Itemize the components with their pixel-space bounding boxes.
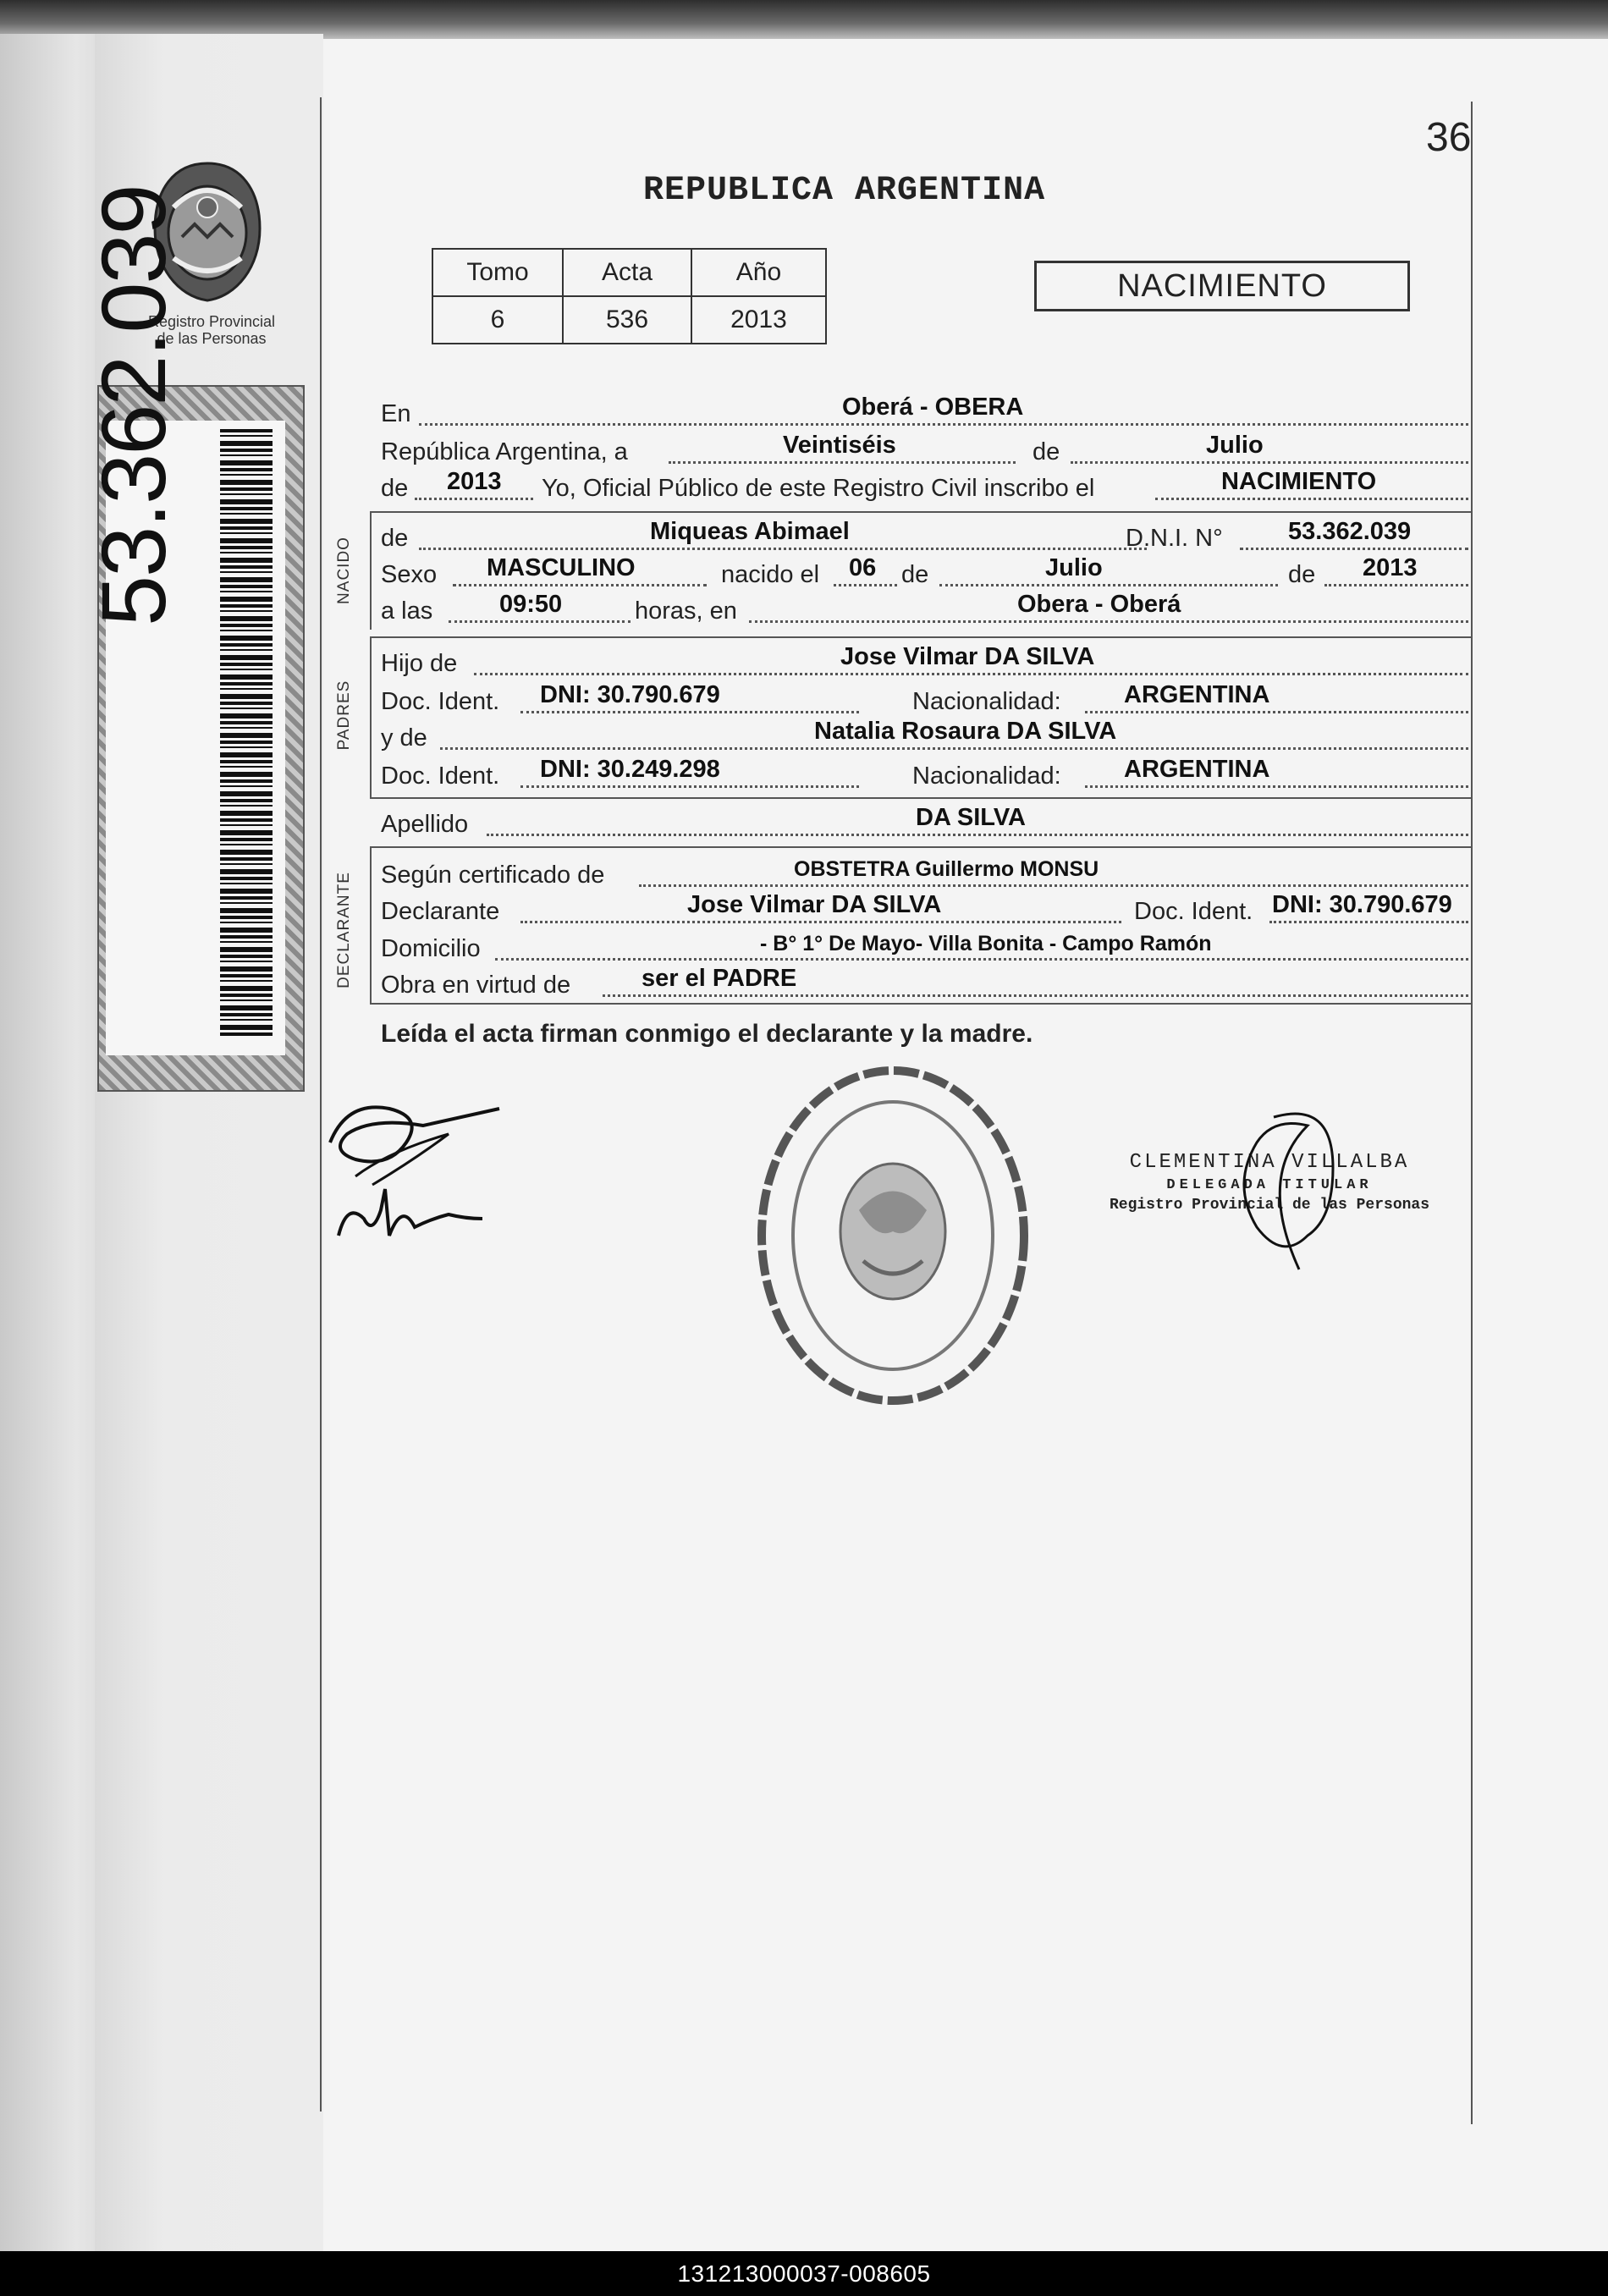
- section-divider: [370, 636, 1473, 638]
- statement-label: Yo, Oficial Público de este Registro Civil inscribo el: [542, 475, 1095, 502]
- section-divider: [370, 1003, 1473, 1005]
- official-signature-icon: [1206, 1100, 1350, 1278]
- dni-label: D.N.I. N°: [1126, 525, 1223, 552]
- statement-value: NACIMIENTO: [1221, 468, 1377, 495]
- footer-code: 131213000037-008605: [677, 2260, 931, 2287]
- yde-label: y de: [381, 724, 427, 752]
- row-sexo: [381, 554, 1471, 592]
- dotted-line: [487, 834, 1468, 836]
- dotted-line: [520, 921, 1121, 923]
- sexo-label: Sexo: [381, 561, 438, 588]
- mother-name-value: Natalia Rosaura DA SILVA: [814, 718, 1117, 745]
- month-value: Julio: [1206, 432, 1264, 459]
- dotted-line: [453, 584, 707, 586]
- register-value-acta: 536: [563, 296, 691, 344]
- doc2-label: Doc. Ident.: [381, 763, 500, 790]
- section-bracket: [370, 511, 372, 630]
- register-table-header-row: [432, 249, 826, 296]
- section-label-padres: PADRES: [335, 680, 353, 751]
- dotted-line: [834, 584, 897, 586]
- dotted-line: [474, 673, 1468, 675]
- apellido-label: Apellido: [381, 811, 469, 838]
- birth-month-value: Julio: [1045, 554, 1103, 581]
- footer-bar: [0, 2251, 1608, 2296]
- barcode-number: 53.362.039: [82, 185, 184, 626]
- register-header-acta: Acta: [563, 249, 691, 296]
- dotted-line: [1240, 548, 1468, 550]
- father-name-value: Jose Vilmar DA SILVA: [840, 643, 1095, 670]
- domicilio-label: Domicilio: [381, 935, 481, 962]
- de-label: de: [1033, 438, 1060, 465]
- dotted-line: [603, 994, 1468, 997]
- segun-label: Según certificado de: [381, 862, 605, 889]
- declarante-doc-label: Doc. Ident.: [1134, 898, 1253, 925]
- segun-value: OBSTETRA Guillermo MONSU: [794, 857, 1099, 881]
- child-dni-value: 53.362.039: [1288, 518, 1412, 545]
- row-apellido: [381, 804, 1471, 841]
- register-header-ano: Año: [691, 249, 826, 296]
- dotted-line: [419, 423, 1468, 426]
- en-label: En: [381, 400, 411, 427]
- row-hijo-de: [381, 643, 1471, 680]
- official-title: DELEGADA TITULAR: [1166, 1177, 1373, 1193]
- register-value-ano: 2013: [691, 296, 826, 344]
- dotted-line: [520, 711, 859, 713]
- declarante-value: Jose Vilmar DA SILVA: [687, 891, 942, 918]
- closing-statement: Leída el acta firman conmigo el declarante y la madre.: [381, 1020, 1033, 1048]
- dotted-line: [1269, 921, 1468, 923]
- apellido-value: DA SILVA: [916, 804, 1026, 831]
- horas-label: horas, en: [635, 597, 737, 625]
- section-label-declarante: DECLARANTE: [335, 872, 353, 988]
- right-margin-rule: [1471, 102, 1473, 2124]
- section-divider: [370, 797, 1473, 799]
- alas-label: a las: [381, 597, 433, 625]
- dotted-line: [449, 620, 631, 623]
- hijo-de-label: Hijo de: [381, 650, 458, 677]
- section-bracket: [370, 636, 372, 797]
- obra-value: ser el PADRE: [642, 965, 797, 992]
- row-segun: [381, 855, 1471, 892]
- register-header-tomo: Tomo: [432, 249, 563, 296]
- nac2-label: Nacionalidad:: [912, 763, 1061, 790]
- declarant-signature-icon: [322, 1092, 525, 1261]
- day-value: Veintiséis: [783, 432, 896, 459]
- de1-label: de: [901, 561, 929, 588]
- record-type-box: NACIMIENTO: [1034, 261, 1410, 311]
- row-mother-doc: [381, 756, 1471, 793]
- section-bracket: [370, 846, 372, 1003]
- father-nationality-value: ARGENTINA: [1124, 681, 1270, 708]
- domicilio-value: - B° 1° De Mayo- Villa Bonita - Campo Ramón: [760, 932, 1212, 955]
- dotted-line: [419, 548, 1147, 550]
- mother-nationality-value: ARGENTINA: [1124, 756, 1270, 783]
- dotted-line: [440, 747, 1468, 750]
- de2-label: de: [1288, 561, 1316, 588]
- dotted-line: [520, 785, 859, 788]
- nacido-el-label: nacido el: [721, 561, 820, 588]
- dotted-line: [1085, 785, 1468, 788]
- row-statement: [381, 468, 1471, 505]
- republica-label: República Argentina, a: [381, 438, 628, 465]
- nac1-label: Nacionalidad:: [912, 688, 1061, 715]
- registry-label-line-2: de las Personas: [157, 330, 267, 347]
- dotted-line: [669, 461, 1016, 464]
- official-organization: Registro Provincial de las Personas: [1109, 1197, 1430, 1214]
- official-name: CLEMENTINA VILLALBA: [1129, 1151, 1410, 1174]
- dotted-line: [1324, 584, 1468, 586]
- dotted-line: [639, 884, 1468, 887]
- declarante-dni-value: DNI: 30.790.679: [1272, 891, 1452, 918]
- obra-label: Obra en virtud de: [381, 972, 571, 999]
- dotted-line: [415, 498, 533, 500]
- row-declarante: [381, 891, 1471, 928]
- dotted-line: [749, 620, 1468, 623]
- section-label-nacido: NACIDO: [335, 537, 353, 604]
- declarante-label: Declarante: [381, 898, 500, 925]
- birth-day-value: 06: [849, 554, 877, 581]
- doc1-label: Doc. Ident.: [381, 688, 500, 715]
- page-number: 36: [1426, 115, 1472, 160]
- row-hora: [381, 591, 1471, 628]
- year-value: 2013: [447, 468, 502, 495]
- birth-time-value: 09:50: [499, 591, 563, 618]
- register-value-tomo: 6: [432, 296, 563, 344]
- barcode-icon: [220, 429, 273, 1038]
- dotted-line: [1155, 498, 1468, 500]
- birth-year-value: 2013: [1363, 554, 1418, 581]
- nacido-de-label: de: [381, 525, 409, 552]
- father-dni-value: DNI: 30.790.679: [540, 681, 720, 708]
- registry-seal-icon: [749, 1062, 1033, 1409]
- child-name-value: Miqueas Abimael: [650, 518, 850, 545]
- section-divider: [370, 846, 1473, 848]
- dotted-line: [939, 584, 1278, 586]
- dotted-line: [495, 958, 1468, 961]
- dotted-line: [1085, 711, 1468, 713]
- register-table: [432, 248, 827, 344]
- dotted-line: [1071, 461, 1468, 464]
- year-prefix-label: de: [381, 475, 409, 502]
- row-father-doc: [381, 681, 1471, 719]
- registry-label-line-1: Registro Provincial: [147, 313, 276, 330]
- section-divider: [370, 511, 1473, 513]
- register-table-value-row: [432, 296, 826, 344]
- row-obra: [381, 965, 1471, 1002]
- row-domicilio: [381, 928, 1471, 966]
- row-nacido-name: [381, 518, 1471, 555]
- document-title: REPUBLICA ARGENTINA: [643, 172, 1046, 210]
- mother-dni-value: DNI: 30.249.298: [540, 756, 720, 783]
- en-value: Oberá - OBERA: [842, 394, 1024, 421]
- sexo-value: MASCULINO: [487, 554, 636, 581]
- row-y-de: [381, 718, 1471, 755]
- row-republica: [381, 432, 1471, 469]
- row-en: [381, 394, 1471, 431]
- birth-place-value: Obera - Oberá: [1017, 591, 1181, 618]
